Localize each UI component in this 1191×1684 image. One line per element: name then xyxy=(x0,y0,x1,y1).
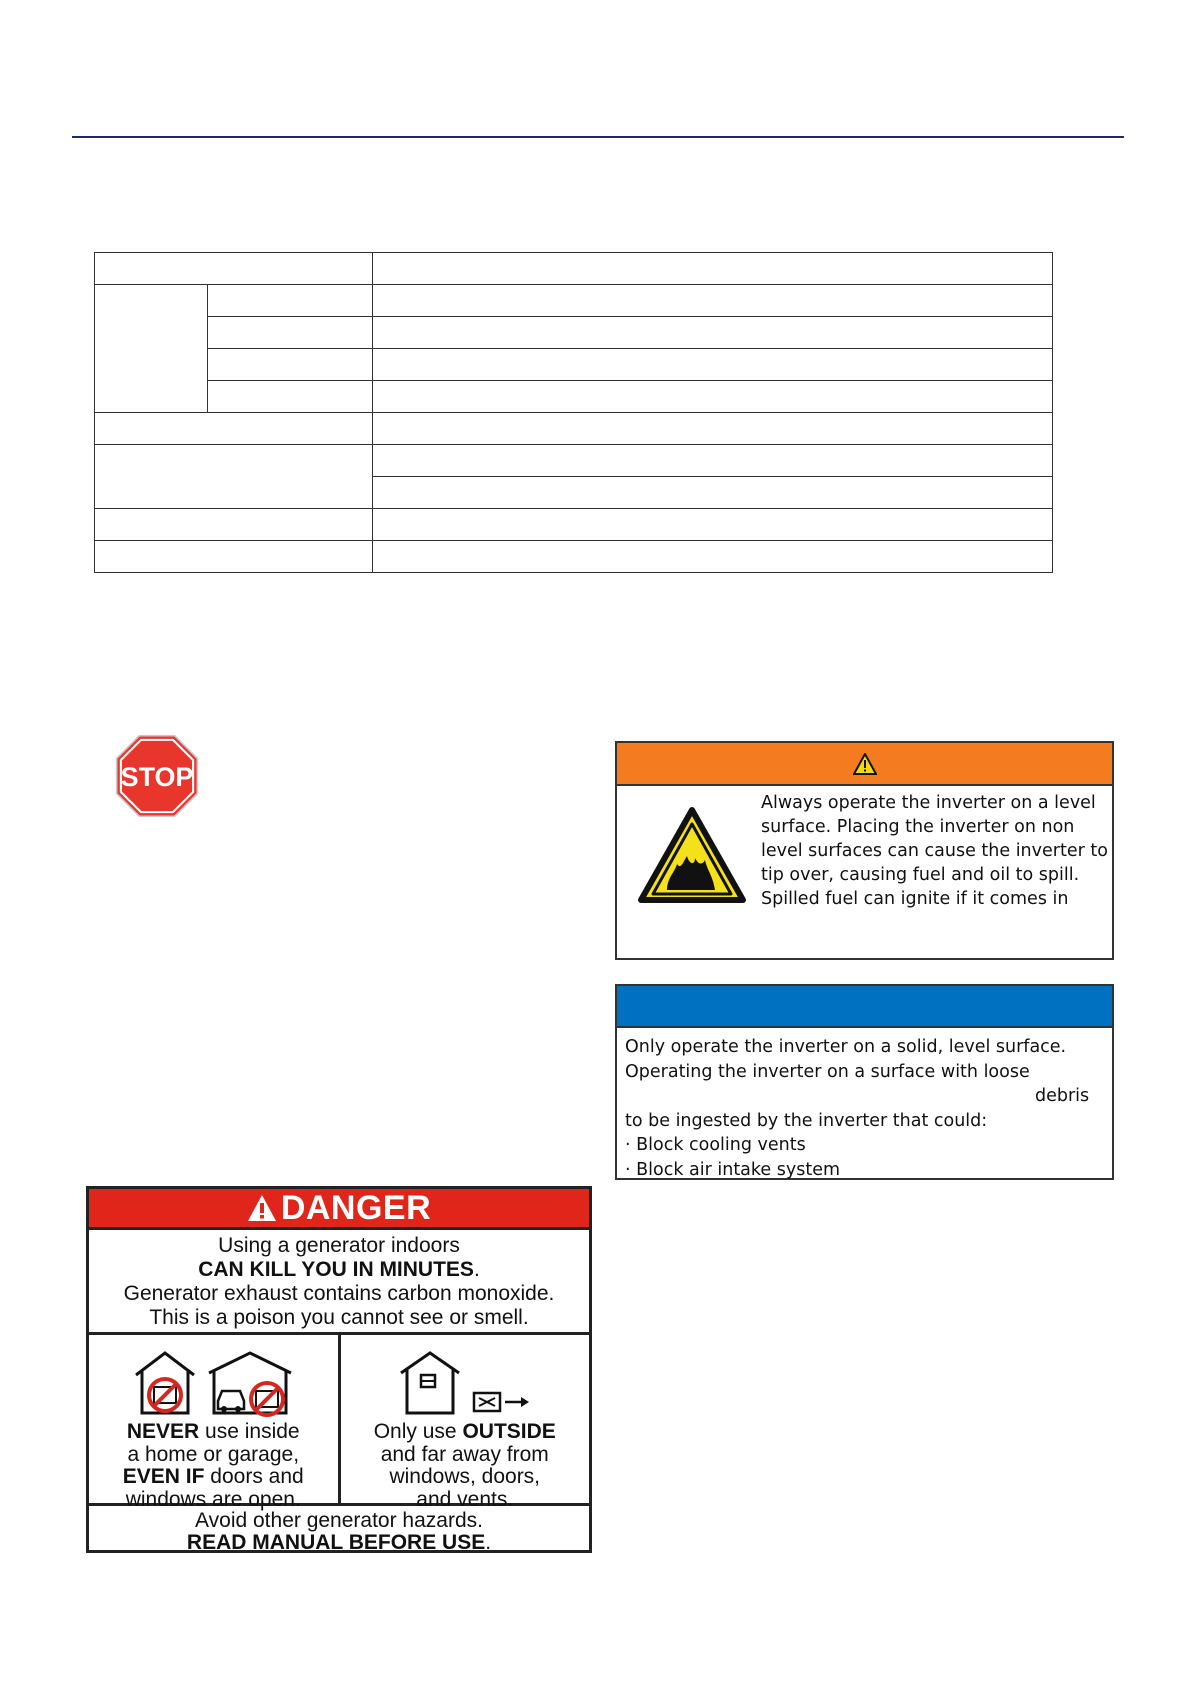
danger-footer-strong: READ MANUAL BEFORE USE xyxy=(186,1531,486,1554)
house-outside-icon xyxy=(397,1349,463,1417)
danger-intro-line: Using a generator indoors xyxy=(218,1234,460,1257)
notice-line: Operating the inverter on a surface with loose xyxy=(625,1061,1030,1082)
danger-footer-line: Avoid other generator hazards. xyxy=(195,1509,483,1532)
danger-intro-strong: CAN KILL YOU IN MINUTES xyxy=(198,1258,474,1281)
danger-footer-line: READ MANUAL BEFORE USE. xyxy=(186,1531,492,1554)
table-row xyxy=(95,445,1053,477)
danger-outside-line: and vents. xyxy=(416,1487,514,1511)
table-cell xyxy=(373,349,1053,381)
table-cell xyxy=(373,541,1053,573)
danger-never-line: windows are open. xyxy=(125,1487,301,1511)
danger-outside-strong: OUTSIDE xyxy=(462,1420,556,1443)
danger-outside-pictograms xyxy=(341,1335,590,1421)
danger-title: DANGER xyxy=(280,1188,432,1227)
table-row xyxy=(95,317,1053,349)
notice-bullet: · Block cooling vents xyxy=(625,1135,806,1155)
table-cell xyxy=(208,381,373,413)
table-cell xyxy=(95,253,373,285)
warning-text: Always operate the inverter on a level surface. Placing the inverter on non level surfaces can cause the inverter to tip over, causing fuel and oil to spill. Spilled fuel can ignite if it comes in xyxy=(761,793,1108,909)
table-row xyxy=(95,541,1053,573)
table-cell xyxy=(373,509,1053,541)
danger-footer xyxy=(89,1506,589,1554)
fire-hazard-icon xyxy=(637,806,747,906)
danger-label xyxy=(86,1186,592,1553)
notice-line: to be ingested by the inverter that could: xyxy=(625,1110,988,1131)
stop-sign-text: STOP xyxy=(120,762,194,793)
spec-table xyxy=(94,252,1053,573)
danger-outside-line: windows, doors, xyxy=(389,1465,541,1488)
table-row xyxy=(95,253,1053,285)
table-cell xyxy=(373,285,1053,317)
danger-never-rest: use inside xyxy=(199,1420,300,1443)
warning-box xyxy=(615,741,1114,960)
table-cell xyxy=(373,381,1053,413)
danger-columns xyxy=(89,1335,589,1511)
danger-never-column xyxy=(89,1335,341,1511)
warning-header xyxy=(617,743,1112,786)
danger-even-if-strong: EVEN IF xyxy=(122,1465,205,1488)
danger-outside-line xyxy=(341,1421,590,1444)
stop-sign-icon xyxy=(115,734,199,818)
warning-triangle-icon xyxy=(853,753,877,775)
notice-line: Only operate the inverter on a solid, level surface. xyxy=(625,1037,1067,1057)
garage-no-generator-icon xyxy=(206,1349,294,1417)
table-cell xyxy=(208,317,373,349)
house-no-generator-icon xyxy=(132,1349,198,1417)
header-rule xyxy=(72,136,1124,138)
danger-never-line: a home or garage, xyxy=(127,1442,300,1466)
table-cell xyxy=(95,285,208,413)
table-cell xyxy=(95,509,373,541)
danger-never-line xyxy=(89,1421,338,1444)
danger-only-use: Only use xyxy=(373,1420,463,1443)
danger-outside-line: and far away from xyxy=(380,1442,549,1466)
danger-even-if-rest: doors and xyxy=(204,1465,304,1488)
table-cell xyxy=(95,445,373,509)
table-cell xyxy=(208,285,373,317)
table-cell xyxy=(95,413,373,445)
danger-never-pictograms xyxy=(89,1335,338,1421)
notice-box xyxy=(615,984,1114,1180)
danger-intro-line: Generator exhaust contains carbon monoxide. xyxy=(123,1282,555,1305)
table-cell xyxy=(208,349,373,381)
danger-header xyxy=(89,1189,589,1230)
table-cell xyxy=(373,317,1053,349)
notice-line: debris xyxy=(1035,1086,1090,1106)
table-row xyxy=(95,413,1053,445)
table-cell xyxy=(373,253,1053,285)
table-row xyxy=(95,509,1053,541)
notice-header xyxy=(617,986,1112,1028)
table-cell xyxy=(373,477,1053,509)
notice-bullet: · Block air intake system xyxy=(625,1159,841,1180)
danger-triangle-icon xyxy=(247,1194,277,1222)
danger-never-strong: NEVER xyxy=(126,1420,200,1443)
danger-intro-line: CAN KILL YOU IN MINUTES. xyxy=(198,1258,480,1281)
table-row xyxy=(95,349,1053,381)
danger-intro-line: This is a poison you cannot see or smell. xyxy=(149,1306,529,1329)
danger-never-line xyxy=(89,1466,338,1489)
table-row xyxy=(95,381,1053,413)
notice-text xyxy=(617,1028,1112,1182)
generator-away-icon xyxy=(471,1387,533,1417)
danger-intro xyxy=(89,1230,589,1335)
table-cell xyxy=(373,445,1053,477)
table-cell xyxy=(95,541,373,573)
table-row xyxy=(95,285,1053,317)
danger-outside-column xyxy=(341,1335,590,1511)
table-cell xyxy=(373,413,1053,445)
